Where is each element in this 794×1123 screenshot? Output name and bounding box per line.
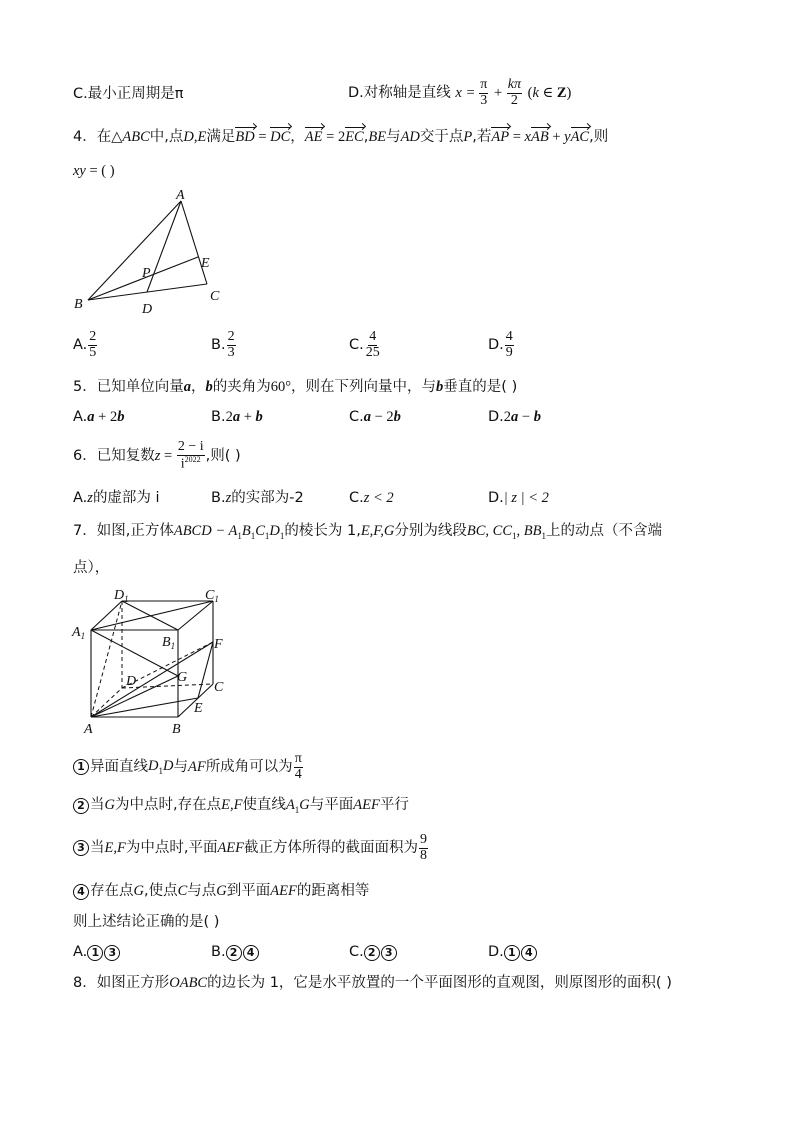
q5-option-c-op: − 2 (370, 409, 394, 425)
q8-stem (73, 976, 672, 991)
q5-b2: b (436, 379, 444, 395)
q4-de: D,E (183, 129, 207, 145)
q4-option-d-den: 9 (505, 344, 513, 360)
q7-s3-marker: 3 (73, 840, 89, 856)
q5-option-c-label: C. (349, 409, 364, 425)
q7-label-c1-main: C (205, 588, 215, 603)
q5-t3: 的夹角为 (212, 379, 271, 395)
q7-option-a-label: A. (73, 944, 88, 960)
q5-a: a (183, 379, 191, 395)
q5-option-c (349, 410, 401, 425)
q4-stem-line2 (73, 164, 115, 179)
q7-label-b1-sub: 1 (170, 641, 176, 651)
q5-option-d-pre: 2 (503, 409, 512, 425)
q7-option-c-label: C. (349, 944, 364, 960)
q4-vec-ab: AB (530, 129, 549, 145)
q6-option-b-z: z (225, 490, 232, 506)
q7-label-c1-sub: 1 (214, 594, 219, 604)
q4-be: BE (368, 129, 387, 145)
q7-s1-d1d (148, 758, 173, 774)
q4-option-c (349, 330, 382, 360)
q7-s4-text-e: 的距离相等 (296, 883, 370, 899)
q7-label-g: G (177, 670, 188, 685)
q7-option-c-c2: 3 (381, 945, 397, 961)
q7-s1-d1d-d: D (162, 757, 174, 774)
q8-t1: 8．如图正方形 (73, 975, 170, 991)
q7-t2: 的棱长为 1, (284, 523, 361, 539)
q4-label-a: A (176, 188, 185, 203)
q4-t7: ,则 (589, 129, 609, 145)
q6-frac-num: 2 − i (177, 439, 204, 454)
q4-option-c-num: 4 (369, 329, 377, 344)
q5-option-d-label: D. (488, 409, 504, 425)
q5-t4: ，则在下列向量中，与 (291, 379, 437, 395)
q6-den-base: i (180, 456, 185, 472)
q4-label-e: E (201, 256, 210, 271)
q7-s3-frac-den: 8 (420, 847, 428, 863)
q7-label-b1-main: B (162, 635, 171, 650)
q3-option-d-frac2-num: kπ (507, 77, 521, 92)
q7-label-d1 (113, 588, 129, 604)
q7-s2-g: G (104, 797, 115, 813)
q4-eq2: = 2 (322, 129, 346, 145)
q7-stem-line2: 点）， (73, 560, 110, 576)
q7-option-a-c1: 1 (87, 945, 103, 961)
q7-label-a1 (71, 625, 85, 641)
q7-s2-text-b: 为中点时,存在点 (114, 797, 222, 813)
q7-label-a1-sub: 1 (80, 631, 86, 641)
q4-t4: 与 (386, 129, 401, 145)
q3-cond-close: ) (566, 84, 572, 101)
q7-s4-text-b: ,使点 (143, 883, 178, 899)
q6-t1: 6．已知复数 (73, 447, 155, 464)
q7-option-a-c2: 3 (104, 945, 120, 961)
q4-vec-dc: DC (270, 129, 291, 145)
q5-option-a-label: A. (73, 409, 88, 425)
q4-line-ac (181, 201, 207, 284)
q5-option-b-v1: a (232, 409, 241, 425)
q4-vec-ac: AC (570, 129, 590, 145)
q7-t4: 上的动点（不含端 (545, 523, 662, 539)
q4-label-d: D (142, 302, 153, 317)
q7-sub-1d: 1 (279, 530, 285, 541)
q5-option-c-v2: b (393, 409, 401, 425)
q4-option-b (211, 330, 237, 360)
q3-option-d-condition (528, 85, 572, 101)
q4-option-c-den: 25 (365, 344, 380, 360)
q7-label-c1 (205, 588, 219, 604)
q7-label-a1-main: A (72, 625, 81, 640)
q6-option-a-text: 的虚部为 i (92, 490, 160, 506)
q6-option-d-expr: | z | < 2 (503, 490, 549, 506)
q3-cond-in: ∈ (538, 84, 557, 101)
q5-option-a-v2: b (117, 409, 125, 425)
q7-label-d1-sub: 1 (124, 594, 129, 604)
q7-label-d1-main: D (114, 588, 125, 603)
q4-option-d-label: D. (488, 336, 504, 353)
q7-sub-1e: 1 (512, 530, 517, 541)
q4-option-a (73, 330, 98, 360)
q7-statement-1 (73, 752, 304, 782)
q8-oabc: OABC (169, 975, 208, 991)
q4-x: x (524, 129, 531, 145)
q6-option-a-label: A. (73, 490, 88, 506)
q4-line-ab (88, 201, 181, 300)
q7-s3-text-b: 为中点时,平面 (125, 839, 218, 856)
q7-option-d-c1: 1 (504, 945, 520, 961)
q7-s2-aef: AEF (353, 797, 380, 813)
q7-s1-d1d-main: D (148, 757, 159, 774)
q4-option-b-den: 3 (227, 344, 235, 360)
q7-s3-text-a: 当 (90, 839, 105, 856)
q4-option-c-label: C. (349, 336, 364, 353)
q7-sub-1f: 1 (541, 530, 546, 541)
q4-option-a-num: 2 (89, 329, 97, 344)
q6-option-a (73, 491, 160, 506)
q5-option-d-v1: a (511, 409, 519, 425)
q4-option-a-den: 5 (89, 344, 97, 360)
q7-option-b-label: B. (211, 944, 226, 960)
q4-comma1: ， (290, 129, 305, 145)
q7-cube-base: ABCD − A (173, 523, 238, 539)
q7-s1-frac (294, 752, 303, 782)
q7-s2-marker: 2 (73, 798, 89, 814)
q4-eq3: = (509, 129, 525, 145)
q4-t1: 中,点 (149, 129, 184, 145)
q6-option-c (349, 491, 394, 506)
q4-vec-ec: EC (345, 129, 364, 145)
q7-cube: ABCD − $A_1B_1C_1D_1$ (173, 523, 285, 541)
q3-cond-z: Z (556, 84, 567, 101)
q6-fraction (177, 440, 205, 472)
q7-option-a (73, 945, 121, 961)
q6-z: z (154, 447, 161, 464)
q7-s2-a1g-main: A (285, 797, 295, 813)
q4-p: P (463, 129, 473, 145)
q4-vec-ae: AE (304, 129, 323, 145)
q5-option-d-op: − (518, 409, 534, 425)
q7-question: 则上述结论正确的是( ) (73, 914, 220, 930)
q3-option-d-x: x (455, 84, 462, 101)
q4-option-c-frac (365, 330, 381, 360)
q4-t2: 满足 (206, 129, 236, 145)
q7-label-a: A (84, 722, 93, 736)
q7-s4-aef: AEF (270, 883, 297, 899)
q4-option-b-num: 2 (227, 329, 235, 344)
q7-s4-g2: G (216, 883, 227, 899)
q7-s1-marker: 1 (73, 759, 89, 775)
q7-option-b-c1: 2 (226, 945, 242, 961)
q4-label-b: B (74, 297, 83, 312)
q7-s2-a1g-sub: 1 (294, 804, 300, 815)
q7-sub-1c: 1 (264, 530, 270, 541)
q5-option-a-op: + 2 (94, 409, 118, 425)
q3-option-d-prefix: D.对称轴是直线 (348, 84, 451, 101)
q7-option-b (211, 945, 260, 961)
q7-s1-d1d-sub: 1 (158, 765, 163, 776)
q7-option-b-c2: 4 (243, 945, 259, 961)
q4-option-a-frac (88, 330, 97, 360)
q7-line-d1b1 (122, 601, 178, 630)
q5-option-c-v1: a (363, 409, 371, 425)
q7-s2-a1g (286, 797, 310, 813)
q3-option-d-frac1-num: π (480, 77, 488, 92)
q5-t5: 垂直的是( ) (443, 379, 518, 395)
q4-t6: ,若 (472, 129, 492, 145)
q5-angle: 60° (270, 379, 292, 395)
q5-option-b-pre: 2 (225, 409, 233, 425)
q6-option-c-expr: z < 2 (363, 490, 394, 506)
q7-t3: 分别为线段 (394, 523, 467, 539)
q3-cond-k: k (532, 84, 539, 101)
q7-sub-1a: 1 (237, 530, 242, 541)
q7-edge-a1d1 (91, 601, 122, 630)
q7-label-c: C (214, 680, 224, 695)
q6-option-a-z: z (87, 490, 93, 506)
q5-option-b-v2: b (255, 409, 263, 425)
q7-segs-text: BC, CC (466, 523, 513, 539)
q7-stem-line1 (73, 524, 662, 541)
q3-option-c: C.最小正周期是π (73, 86, 184, 102)
q7-s1-frac-den: 4 (294, 766, 302, 782)
q4-vec-ap: AP (491, 129, 510, 145)
q5-option-a (73, 410, 124, 425)
q7-s3-aef: AEF (217, 839, 245, 856)
q6-option-d-label: D. (488, 490, 504, 506)
q7-s2-a1g-g: G (299, 797, 310, 813)
q7-s4-text-d: 到平面 (226, 883, 271, 899)
q4-line-ad (147, 201, 181, 292)
q7-option-c (349, 945, 398, 961)
q7-option-d-c2: 4 (521, 945, 537, 961)
q4-option-d-frac (505, 330, 514, 360)
q5-option-a-v1: a (87, 409, 95, 425)
q3-option-d (348, 78, 571, 108)
q4-option-d-num: 4 (505, 329, 513, 344)
q6-option-d (488, 491, 549, 506)
q4-y: y (564, 129, 571, 145)
q7-s1-text-c: 所成角可以为 (205, 758, 293, 775)
q7-s3-text-c: 截正方体所得的截面面积为 (244, 839, 419, 856)
q6-t2: ,则( ) (205, 447, 241, 464)
q7-segs: BC, $CC_1$, $BB_1$ (466, 523, 546, 541)
q7-label-e: E (194, 701, 203, 716)
q4-xy: xy (73, 163, 86, 179)
q5-option-b (211, 410, 263, 425)
q7-efg: E,F,G (360, 523, 395, 539)
q7-s1-frac-num: π (294, 751, 302, 766)
q5-t1: 5．已知单位向量 (73, 379, 184, 395)
q4-option-b-frac (227, 330, 236, 360)
q4-triangle: △ABC (111, 129, 150, 145)
q7-s4-text-c: 与点 (187, 883, 217, 899)
q3-option-d-frac1-den: 3 (480, 92, 488, 108)
q3-option-d-eq: = (466, 84, 479, 101)
q4-triangle-figure (66, 188, 236, 318)
q7-hidden-ad1 (91, 601, 122, 717)
q6-option-b (211, 491, 304, 506)
q4-option-a-label: A. (73, 336, 88, 353)
q5-b: b (205, 379, 213, 395)
q4-option-d (488, 330, 515, 360)
q4-vec-bd: BD (235, 129, 255, 145)
q7-s2-text-d: 与平面 (309, 797, 354, 813)
q7-option-d (488, 945, 538, 961)
q7-statement-2 (73, 798, 409, 815)
q8-t2: 的边长为 1，它是水平放置的一个平面图形的直观图，则原图形的面积( ) (207, 975, 672, 991)
q7-s4-marker: 4 (73, 884, 89, 900)
q4-label-c: C (210, 289, 220, 304)
q5-option-b-label: B. (211, 409, 226, 425)
q3-option-d-frac2 (507, 78, 522, 108)
q4-plus: + (548, 129, 565, 145)
q6-stem (73, 440, 241, 472)
q5-stem (73, 380, 517, 395)
q5-t2: ， (190, 379, 206, 395)
q3-option-d-frac2-den: 2 (510, 92, 518, 108)
q4-eq1: = (254, 129, 271, 145)
q7-label-f: F (214, 637, 223, 652)
q6-option-c-label: C. (349, 490, 364, 506)
q6-frac-den (180, 456, 202, 472)
q4-t3: , (363, 129, 369, 145)
q7-s2-text-e: 平行 (379, 797, 409, 813)
q5-option-b-op: + (240, 409, 256, 425)
q6-eq: = (160, 447, 176, 464)
q7-option-d-label: D. (488, 944, 504, 960)
q4-stem-line1 (73, 130, 608, 145)
q7-s1-text-b: 与 (173, 758, 188, 775)
q7-s1-af: AF (187, 758, 206, 775)
q7-label-d: D (126, 674, 137, 689)
q7-option-c-c1: 2 (364, 945, 380, 961)
q3-option-d-plus: + (493, 84, 506, 101)
q6-option-b-label: B. (211, 490, 226, 506)
q7-label-b: B (172, 722, 181, 736)
q7-s4-c: C (177, 883, 188, 899)
q4-label-p: P (142, 266, 151, 281)
q6-den-exp: 2022 (184, 454, 201, 464)
q7-statement-4 (73, 884, 369, 900)
q3-option-d-frac1 (479, 78, 488, 108)
q7-s4-text-a: 存在点 (90, 883, 134, 899)
q7-sub-1b: 1 (250, 530, 256, 541)
q5-option-d (488, 410, 541, 425)
q7-s3-frac (419, 833, 428, 863)
q7-t1: 7．如图,正方体 (73, 523, 174, 539)
q4-number: 4．在 (73, 129, 112, 145)
q6-option-b-text: 的实部为-2 (231, 490, 304, 506)
q7-s2-text-c: 使直线 (242, 797, 286, 813)
q4-t5: 交于点 (419, 129, 464, 145)
q5-option-d-v2: b (533, 409, 541, 425)
q7-s2-text-a: 当 (90, 797, 105, 813)
q7-s4-g: G (133, 883, 144, 899)
q4-option-b-label: B. (211, 336, 226, 353)
q7-label-b1 (162, 635, 175, 651)
q4-ad: AD (400, 129, 420, 145)
q7-s2-ef: E,F (221, 797, 243, 813)
q4-line2-rest: = ( ) (85, 163, 115, 179)
q3-cond-open: ( (527, 84, 533, 101)
q7-s3-frac-num: 9 (420, 832, 428, 847)
q7-s1-text-a: 异面直线 (90, 758, 148, 775)
q7-cube-figure (66, 584, 236, 736)
q7-statement-3 (73, 833, 429, 863)
q7-s3-ef: E,F (104, 839, 126, 856)
